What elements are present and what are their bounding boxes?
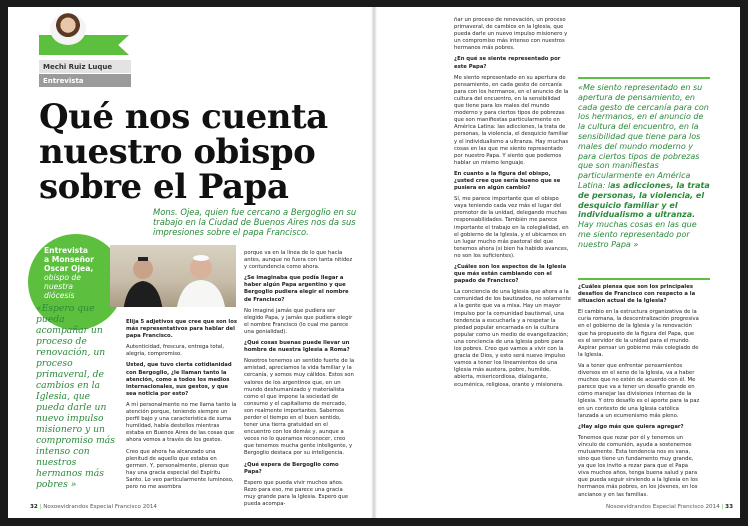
author-name: Mechi Ruiz Luque <box>39 60 131 73</box>
pull-quote-tail: Hay muchas cosas en las que me siento representado por nuestro Papa » <box>578 220 697 249</box>
badge-line: diócesis <box>44 291 75 300</box>
quote-rule <box>578 77 710 79</box>
footer-text: Nosoevidrandos Especial Francisco 2014 <box>606 504 720 510</box>
article-column <box>454 17 572 393</box>
interview-answer: Autenticidad, frescura, entrega total, alegría, compromiso. <box>126 344 225 358</box>
footer-left: 32 | Nosoevidrandos Especial Francisco 2014 <box>30 504 157 510</box>
pope-figure-icon <box>172 251 230 307</box>
interview-question: ¿Hay algo más que quiera agregar? <box>578 423 684 430</box>
interview-answer: ñar un proceso de renovación, un proceso primaveral, de cambios en la Iglesia, que pueda darle un nuevo impulso misionero y un compromiso más intenso con nuestros hermanos más pobres. <box>454 17 568 52</box>
left-page <box>8 7 374 518</box>
article-column <box>126 319 238 495</box>
interview-answer: porque va en la línea de lo que hacía antes, aunque no fuera con tanta nitidez y contundencia como ahora. <box>244 250 353 271</box>
magazine-spread <box>8 7 740 518</box>
interview-question: En cuanto a la figura del obispo, ¿usted cree que sería bueno que se pusiera en algún cambio? <box>454 170 561 192</box>
interview-answer: Tenemos que rezar por él y tenemos un vínculo de comunión, ayuda a sostenernos mutuamente. Esta tendencia nos es vana, sino que tiene un fundamento muy grande, ya que los invito a rezar para que el Papa viva muchos años, tenga buena salud y para que pueda seguir sirviendo a la Iglesia en los hermanos más pobres, en los jóvenes, en los ancianos y en las familias. <box>578 434 698 498</box>
author-photo <box>50 13 86 45</box>
interview-question: ¿Cuáles piensa que son los principales desafíos de Francisco con respecto a la situación actual de la Iglesia? <box>578 284 696 305</box>
page-number: 32 <box>30 504 38 510</box>
pull-quote-left: «Espero que pueda acompañar un proceso de renovación, un proceso primaveral, de cambios en la Iglesia, que pueda darle un nuevo impulso misionero y un compromiso más intenso con nuestros hermanos más pobres » <box>36 303 115 490</box>
bishop-figure-icon <box>118 253 168 307</box>
badge-line: nuestra <box>44 282 74 291</box>
interview-answer: Me siento representado en su apertura de pensamiento, en cada gesto de cercanía para con los hermanos, en el anuncio de la cultura del encuentro, en la sensibilidad que tiene para los males del mundo moderno y para ciertos tipos de pobrezas que son manifiestas particularmente en América Latina: las adicciones, la trata de personas, la violencia, el desquicio familiar y el individualismo a ultranza. Hay muchas cosas en las que me siento representado por nuestro Papa. Y siento que podemos hablar un mismo lenguaje. <box>454 74 569 166</box>
interview-question: Usted, que tuvo cierta cotidianidad con Bergoglio, ¿le llaman tanto la atención, como a todos los medios internacionales, sus gestos, y que sea noticia por esto? <box>126 362 232 397</box>
interview-answer: Sí, me parece importante que el obispo vaya teniendo cada vez más el lugar del promotor de la unidad, delegando muchas responsabilidades. También me parece importante el trabajo en la colegialidad, en el gobierno de la Iglesia, y el ubicarnos en un lugar mucho más pastoral del que tenemos ahora (si bien ha habido avances, no son los suficientes). <box>454 196 569 259</box>
interview-answer: Creo que ahora ha alcanzado una plenitud de aquello que estaba en germen. Y, personalmente, pienso que hay una gracia especial del Espíritu Santo. Lo veo particularmente luminoso, pero no me asombra <box>126 448 234 490</box>
interview-answer: Nosotros tenemos un sentido fuerte de la amistad, apreciamos la vida familiar y la cercanía, y somos muy cálidos. Estos son valores de los argentinos que, en un mundo deshumanizado y materialista como el que impone la sociedad de consumo y el capitalismo de mercado, son realmente importantes. Sabemos perder el tiempo en el buen sentido, tener una tierra gratuidad en el encuentro con los demás y, aunque a veces no lo queramos reconocer, creo que tenemos mucha gente inteligente, y Bergoglio destaca por su inteligencia. <box>244 358 355 457</box>
right-page <box>374 7 740 518</box>
pull-quote-text: «Me siento representado en su apertura de pensamiento, en cada gesto de cercanía para con los hermanos, en el anuncio de la cultura del encuentro, en la sensibilidad que tiene para los males del mundo moderno y para ciertos tipos de pobrezas que son manifiestas particularmente en América Latina: l <box>578 83 709 190</box>
interview-answer: Va a tener que enfrentar pensamientos diversos en el seno de la Iglesia, va a haber muchos que no estén de acuerdo con él. Me parece que va a tener un desafío grande en cómo manejar las divisiones internas de la Iglesia. Y otro desafío es el aporte para la paz en un contexto de una Iglesia católica lanzada a un ecumenismo más pleno. <box>578 362 700 419</box>
badge-line: obispo de <box>44 273 81 282</box>
article-column <box>244 250 356 512</box>
pull-quote-accent: as adicciones, la trata de personas, la violencia, el desquicio familiar y el individualismo a ultranza. <box>578 180 710 220</box>
deck: Mons. Ojea, quien fue cercano a Bergoglio en su trabajo en la Ciudad de Buenos Aires nos da sus impresiones sobre el papa Francisco. <box>153 207 357 238</box>
badge-line: Entrevista <box>44 246 88 255</box>
interview-answer: A mí personalmente no me llama tanto la atención porque, teniendo siempre un perfil bajo y una característica de suma humildad, había destellos mientras estaba en Buenos Aires de las cosas que ahora vemos a través de los gestos. <box>126 401 237 444</box>
interview-question: ¿Cuáles son los aspectos de la Iglesia que más están cambiando con el papado de Francisco? <box>454 264 567 285</box>
photo-bishop-and-pope <box>110 245 236 307</box>
section-label: Entrevista <box>39 74 131 87</box>
footer-text: Nosoevidrandos Especial Francisco 2014 <box>43 504 157 510</box>
interview-answer: Espero que pueda vivir muchos años. Rezo para eso, me parece una gracia muy grande para la Iglesia. Espero que pueda acompa- <box>244 479 349 507</box>
footer-right: Nosoevidrandos Especial Francisco 2014 | 33 <box>606 504 733 510</box>
interview-question: ¿Se imaginaba que podía llegar a haber algún Papa argentino y que Bergoglio pudiera elegir el nombre de Francisco? <box>244 275 349 303</box>
interview-question: ¿Qué cosas buenas puede llevar un hombre de nuestra Iglesia a Roma? <box>244 340 350 354</box>
article-column <box>578 284 700 503</box>
page-number: 33 <box>725 504 733 510</box>
page-fold <box>371 7 377 518</box>
quote-rule <box>578 278 710 280</box>
pull-quote-right <box>578 83 710 250</box>
interview-answer: El cambio en la estructura organizativa de la curia romana, la descentralización progresiva en el gobierno de la Iglesia y la renovación que ha propuesto de la figura del Papa, que es el servidor de la unidad para el mundo. Aspirar pensar un gobierno más colegiado de la Iglesia. <box>578 309 699 358</box>
badge-line: Oscar Ojea, <box>44 264 94 273</box>
interview-question: ¿En qué se siente representado por este Papa? <box>454 56 561 70</box>
interview-answer: No imaginé jamás que pudiera ser elegido Papa, y jamás que pudiera elegir el nombre Francisco (lo cual me parece una genialidad). <box>244 307 353 335</box>
interview-answer: La conciencia de una Iglesia que ahora a la comunidad de los bautizados, no solamente a la gente que va a misa. Hay un mayor impulso por la comunidad bautismal, una tendencia a escucharla y a respetar la piedad popular encarnada en la cultura popular como un medio de evangelización; una conciencia de una Iglesia pobre para los pobres. Creo que vamos a vivir con la gracia de Dios, y esto será nuevo impulso vamos a tener los lineamientos de una Iglesia más austera, pobre, humilde, abierta, misericordiosa, dialogante, ecuménica, religiosa, orante y misionera. <box>454 289 571 388</box>
interview-question: ¿Qué espera de Bergoglio como Papa? <box>244 461 339 475</box>
headline: Qué nos cuenta nuestro obispo sobre el Papa <box>39 97 328 207</box>
badge-line: a Monseñor <box>44 255 94 264</box>
interview-question: Elija 5 adjetivos que cree que son los más representativos para hablar del papa Francisco. <box>126 319 238 340</box>
